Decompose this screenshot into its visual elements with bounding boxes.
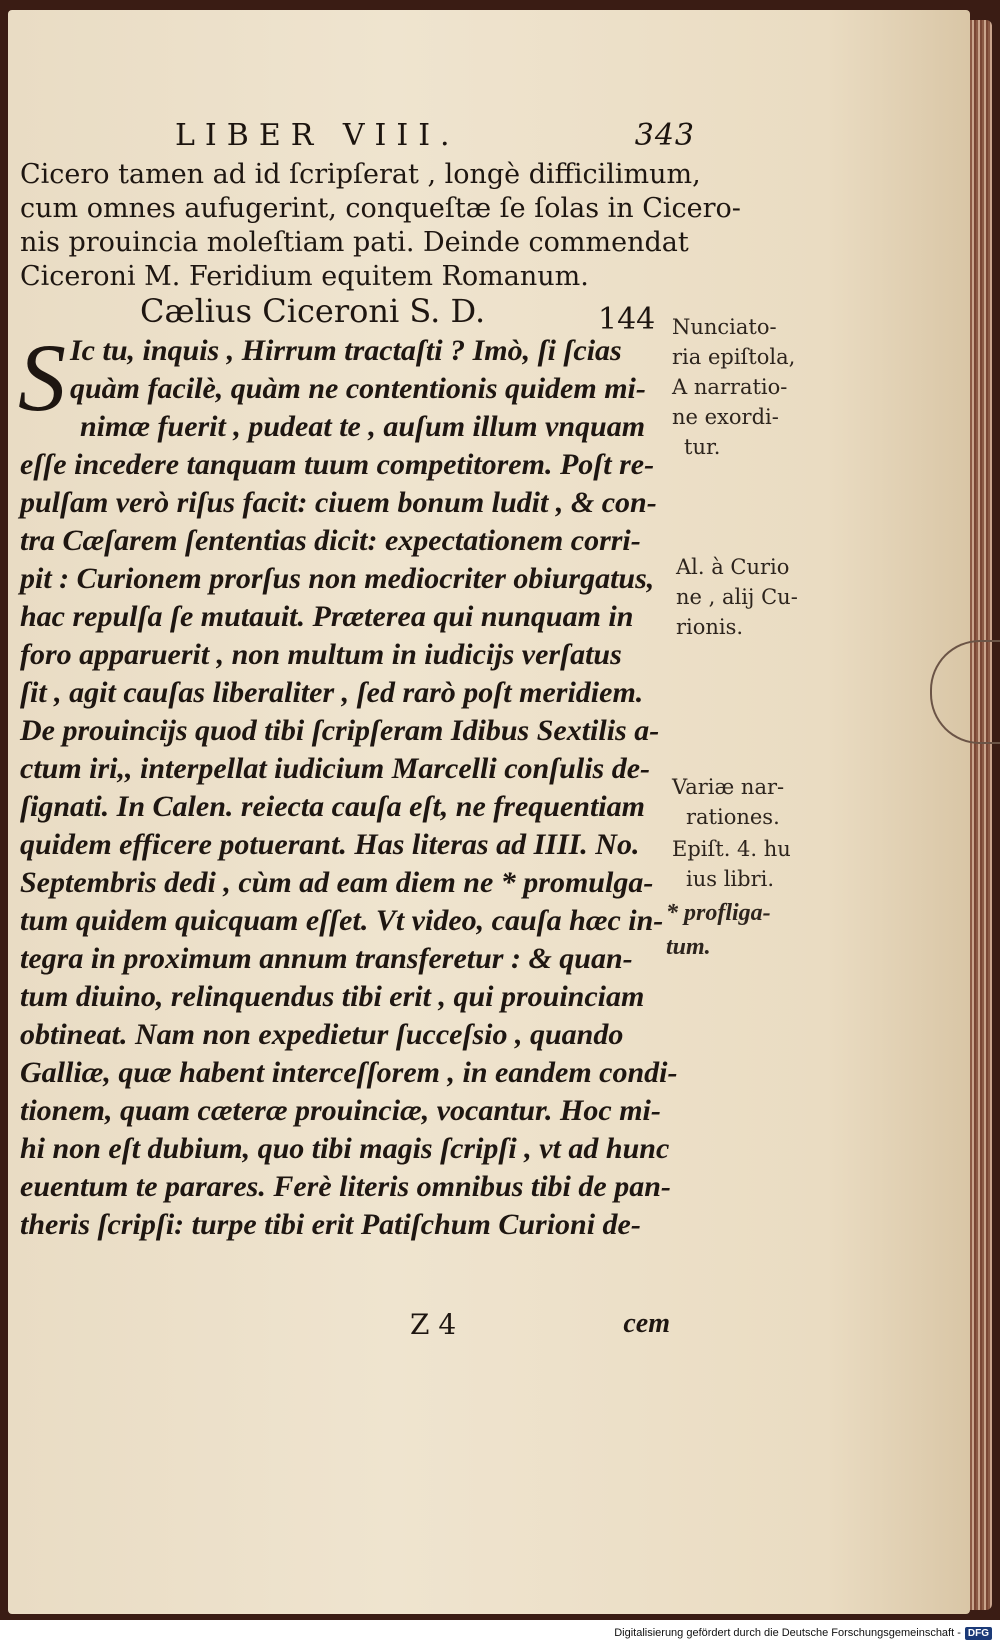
body-line: ſit , agit cauſas liberaliter , ſed rarò poſt meridiem.	[20, 676, 644, 709]
margin-note-line: * profliga-	[666, 900, 771, 926]
margin-note-line: tur.	[684, 435, 721, 459]
margin-note-line: Variæ nar-	[672, 775, 785, 799]
dfg-logo: DFG	[965, 1627, 992, 1640]
body-line: tum diuino, relinquendus tibi erit , qui prouinciam	[20, 980, 645, 1013]
body-line: ctum iri,, interpellat iudicium Marcelli conſulis de-	[20, 752, 651, 785]
body-line: hi non eſt dubium, quo tibi magis ſcripſi , vt ad hunc	[20, 1132, 670, 1165]
body-line: eſſe incedere tanquam tuum competitorem. Poſt re-	[20, 448, 655, 481]
body-line: pulſam verò riſus facit: ciuem bonum ludit , & con-	[20, 486, 657, 519]
epistle-number: 144	[598, 302, 656, 337]
body-line: euentum te parares. Ferè literis omnibus tibi de pan-	[20, 1170, 671, 1203]
epistle-heading: Cælius Ciceroni S. D.	[140, 292, 486, 330]
margin-note-line: rationes.	[686, 805, 780, 829]
body-line: De prouincijs quod tibi ſcripſeram Idibus Sextilis a-	[20, 714, 660, 747]
credit-text: Digitalisierung gefördert durch die Deutsche Forschungsgemeinschaft -	[614, 1627, 961, 1639]
margin-note-line: ne , alij Cu-	[676, 585, 798, 609]
summary-line: Ciceroni M. Feridium equitem Romanum.	[20, 261, 589, 292]
digitization-credit	[614, 1624, 992, 1642]
page-number: 343	[634, 118, 695, 153]
body-line: tra Cæſarem ſententias dicit: expectationem corri-	[20, 524, 641, 557]
summary-line: Cicero tamen ad id ſcripſerat , longè difficilimum,	[20, 159, 701, 190]
summary-line: nis prouincia moleſtiam pati. Deinde commendat	[20, 227, 689, 258]
body-line: foro apparuerit , non multum in iudicijs verſatus	[20, 638, 622, 671]
drop-cap: S	[18, 324, 66, 431]
body-line: tum quidem quicquam eſſet. Vt video, cauſa hæc in-	[20, 904, 664, 937]
catchword: cem	[623, 1308, 670, 1339]
margin-note-line: ne exordi-	[672, 405, 779, 429]
body-line: tegra in proximum annum transferetur : & quan-	[20, 942, 633, 975]
body-line: Ic tu, inquis , Hirrum tractaſti ? Imò, ſi ſcias	[70, 334, 622, 367]
body-line: Septembris dedi , cùm ad eam diem ne * promulga-	[20, 866, 654, 899]
page-edges	[970, 20, 992, 1610]
page-header	[175, 118, 695, 158]
body-line: pit : Curionem prorſus non mediocriter obiurgatus,	[20, 562, 655, 595]
margin-note-line: Epiſt. 4. hu	[672, 837, 791, 861]
margin-note-line: Al. à Curio	[676, 555, 790, 579]
margin-note-line: rionis.	[676, 615, 744, 639]
body-line: quàm facilè, quàm ne contentionis quidem mi-	[70, 372, 646, 405]
margin-note-line: A narratio-	[672, 375, 788, 399]
running-title: LIBER VIII.	[175, 118, 460, 153]
summary-line: cum omnes aufugerint, conqueſtæ ſe ſolas in Cicero-	[20, 193, 741, 224]
margin-note-line: ria epiſtola,	[672, 345, 796, 369]
page-footer-marks	[410, 1308, 670, 1348]
body-line: Galliæ, quæ habent interceſſorem , in eandem condi-	[20, 1056, 678, 1089]
signature-mark: Z 4	[410, 1308, 457, 1341]
body-line: ſignati. In Calen. reiecta cauſa eſt, ne frequentiam	[20, 790, 645, 823]
margin-note-line: tum.	[666, 934, 711, 960]
body-line: theris ſcripſi: turpe tibi erit Patiſchum Curioni de-	[20, 1208, 641, 1241]
body-line: nimæ fuerit , pudeat te , auſum illum vnquam	[80, 410, 646, 443]
body-line: obtineat. Nam non expedietur ſucceſsio , quando	[20, 1018, 624, 1051]
margin-note-line: Nunciato-	[672, 315, 777, 339]
margin-note-line: ius libri.	[686, 867, 774, 891]
body-line: tionem, quam cæteræ prouinciæ, vocantur. Hoc mi-	[20, 1094, 661, 1127]
body-line: hac repulſa ſe mutauit. Præterea qui nunquam in	[20, 600, 634, 633]
body-line: quidem efficere potuerant. Has literas ad IIII. No.	[20, 828, 640, 861]
